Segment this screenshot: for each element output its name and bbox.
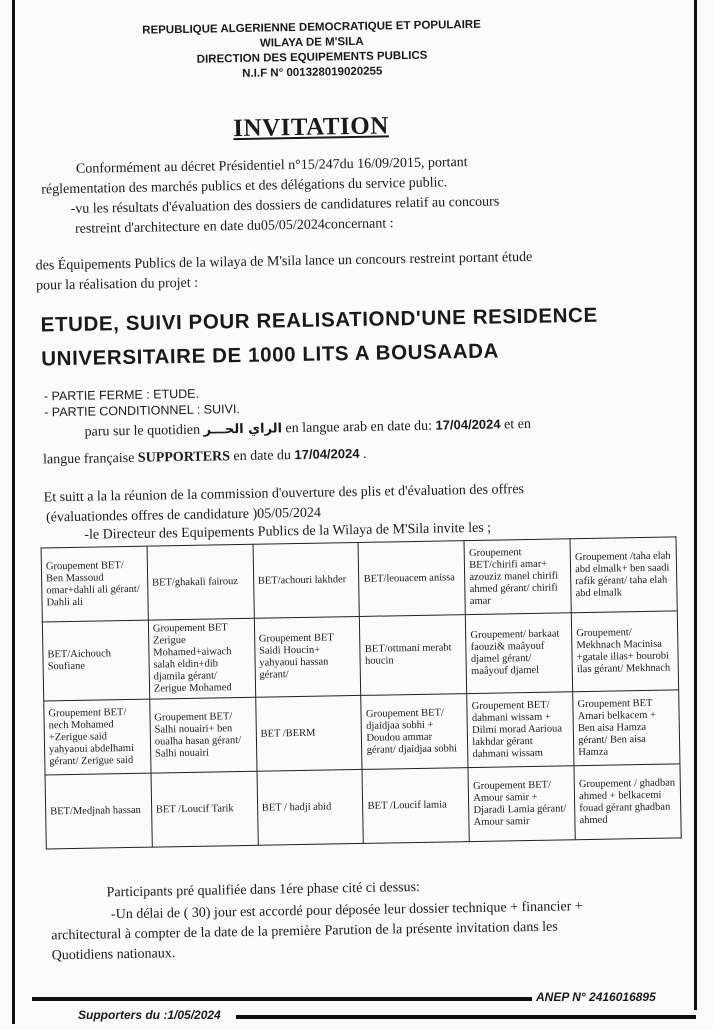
project-title-line-1: ETUDE, SUIVI POUR REALISATIOND'UNE RESIDENCE: [40, 303, 598, 337]
pub-text-b: en langue arab en date du:: [285, 418, 433, 437]
pub-date-arab: 17/04/2024: [435, 416, 501, 433]
table-cell: Groupement / ghadban ahmed + belkacemi fouad gérant ghadban ahmed: [574, 764, 681, 840]
arabic-newspaper-name: الراي الحـــر: [203, 421, 283, 438]
lead-line-2: pour la réalisation du projet :: [35, 275, 199, 294]
table-cell: Groupement BET Zerigue Mohamed+aiwach salah eldin+dib djamila gérant/ Zerigue Mohamed: [148, 618, 255, 699]
intro-line-2: réglementation des marchés publics et des délégations du service public.: [41, 175, 448, 198]
table-row: [45, 764, 681, 849]
table-row: [44, 690, 680, 775]
table-cell: BET/leouacem anissa: [359, 541, 466, 617]
table-cell: Groupement BET/ djaidjaa sobhi + Doudou ammar gérant/ djaidjaa sobhi: [361, 694, 468, 770]
closing-line-4: Quotidiens nationaux.: [51, 946, 176, 964]
table-cell: Groupement BET Amari belkacem + Ben aisa Hamza gérant/ Ben aisa Hamza: [573, 690, 680, 766]
meeting-line-3: -le Directeur des Equipements Publics de la Wilaya de M'Sila invite les ;: [84, 520, 492, 543]
pub-text-c: et en: [503, 416, 532, 433]
table-cell: BET/Aichouch Soufiane: [42, 620, 149, 701]
table-cell: Groupement BET/ nech Mohamed +Zerigue said yahyaoui abdelhami gérant/ Zerigue said: [44, 699, 151, 775]
table-cell: Groupement/ Mekhnach Macinisa +gatale ilias+ bourobi ilas gérant/ Mekhnach: [571, 611, 678, 692]
table-cell: BET /Loucif Tarik: [151, 771, 258, 847]
table-cell: Groupement BET/ Amour samir + Djaradi Lamia gérant/ Amour samir: [468, 766, 575, 842]
intro-line-4: restreint d'architecture en date du05/05/2024concernant :: [74, 216, 394, 237]
table-cell: Groupement BET/ Ben Massoud omar+dahli ali gérant/ Dahli ali: [41, 546, 148, 622]
pub-text-d: langue française: [42, 450, 135, 468]
footer-rule: [32, 997, 532, 1001]
table-cell: BET / hadji abid: [257, 769, 364, 845]
meeting-line-2: (évaluationdes offres de candidature )05/05/2024: [45, 505, 322, 526]
closing-line-1: Participants pré qualifiée dans 1ére phase cité ci dessus:: [106, 879, 421, 901]
pub-text-e: en date du: [233, 448, 292, 465]
footer-rule-bottom: [236, 1015, 696, 1019]
supporters-date: Supporters du :1/05/2024: [78, 1008, 221, 1022]
table-cell: Groupement /taha elah abd elmalk+ ben saadi rafik gérant/ taha elah abd elmalk: [570, 537, 677, 613]
table-cell: Groupement/ barkaat faouzi& maâyouf djamel gérant/ maâyouf djamel: [466, 613, 573, 694]
lead-line-1: des Équipements Publics de la wilaya de M'sila lance un concours restreint portant étude: [35, 249, 533, 274]
publication-line-2: [43, 445, 367, 470]
participants-table: [41, 536, 682, 849]
table-cell: Groupement BET/ Salhi nouairi+ ben oualha hasan gérant/ Salhi nouairi: [150, 697, 257, 773]
page-title: INVITATION: [233, 112, 390, 143]
anep-number: ANEP N° 2416016895: [536, 990, 656, 1004]
header-line-direction: DIRECTION DES EQUIPEMENTS PUBLICS: [196, 49, 428, 66]
pub-text-a: paru sur le quotidien: [84, 422, 201, 440]
intro-line-3: -vu les résultats d'évaluation des dossiers de candidatures relatif au concours: [70, 194, 500, 217]
closing-line-2: -Un délai de ( 30) jour est accordé pour déposée leur dossier technique + financier +: [110, 899, 583, 923]
table-cell: BET /Loucif lamia: [362, 768, 469, 844]
table-cell: BET/Medjnah hassan: [45, 773, 152, 849]
part-ferme: - PARTIE FERME : ETUDE.: [43, 386, 200, 404]
header-line-wilaya: WILAYA DE M'SILA: [259, 35, 364, 50]
table-cell: BET/ghakali fairouz: [147, 544, 254, 620]
project-title-line-2: UNIVERSITAIRE DE 1000 LITS A BOUSAADA: [41, 339, 500, 371]
table-row: [41, 537, 677, 622]
table-row: [42, 611, 678, 701]
table-cell: BET/achouri lakhder: [253, 542, 360, 618]
table-cell: Groupement BET/chirifi amar+ azouziz manel chirifi ahmed gérant/ chirifi amar: [464, 539, 571, 615]
intro-line-1: Conformément au décret Présidentiel n°15/247du 16/09/2015, portant: [75, 155, 468, 177]
table-cell: BET/ottmani merabt houcin: [360, 615, 467, 696]
publication-line-1: [84, 415, 531, 442]
part-conditionnel: - PARTIE CONDITIONNEL : SUIVI.: [44, 402, 240, 420]
letterhead: [121, 17, 502, 84]
pub-date-fr: 17/04/2024: [294, 445, 360, 463]
header-line-nif: N.I.F N° 001328019020255: [242, 65, 383, 80]
newspaper-name: SUPPORTERS: [137, 449, 231, 466]
table-cell: BET /BERM: [255, 695, 362, 771]
header-line-republic: REPUBLIQUE ALGERIENNE DEMOCRATIQUE ET POPULAIRE: [142, 18, 481, 37]
closing-line-3: architectural à compter de la date de la première Parution de la présente invitation dans les: [51, 919, 558, 944]
meeting-line-1: Et suitt a la la réunion de la commission d'ouverture des plis et d'évaluation des offres: [43, 482, 525, 506]
pub-text-f: .: [362, 446, 367, 462]
table-cell: Groupement BET Saidi Houcin+ yahyaoui hassan gérant/: [254, 616, 361, 697]
table-cell: Groupement BET/ dahmani wissam + Dilmi morad Aarioua lakhdar gérant dahmani wissam: [467, 692, 574, 768]
